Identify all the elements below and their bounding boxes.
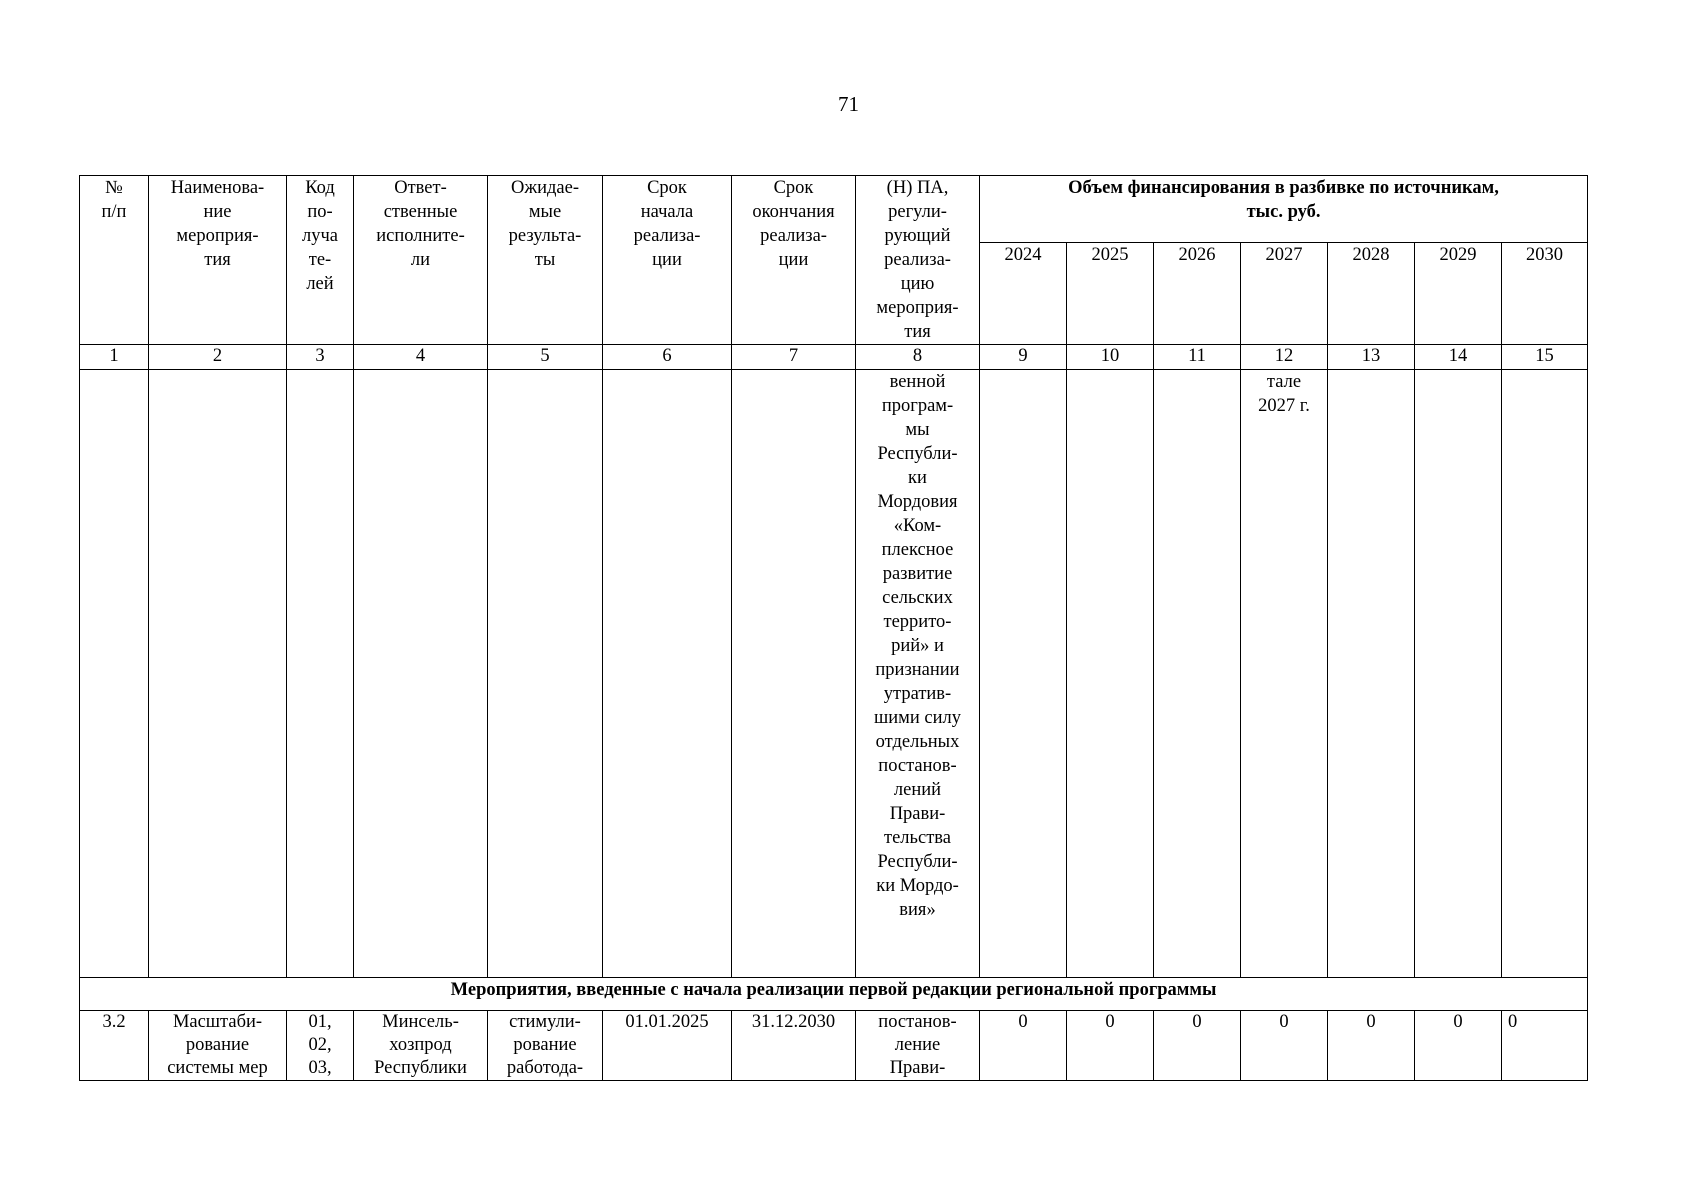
table-cell (354, 370, 488, 978)
table-cell (1067, 370, 1154, 978)
column-number: 7 (732, 345, 856, 370)
year-2027-continuation: тале 2027 г. (1241, 370, 1328, 978)
responsible-executors: Минсель- хозпрод Республики (354, 1011, 488, 1081)
column-number: 11 (1154, 345, 1241, 370)
column-number: 15 (1502, 345, 1588, 370)
table-cell (732, 370, 856, 978)
header-year: 2030 (1502, 242, 1588, 344)
header-codes: Код по- луча те- лей (287, 176, 354, 345)
header-number: № п/п (80, 176, 149, 345)
table-cell (149, 370, 287, 978)
column-number: 5 (488, 345, 603, 370)
section-row (80, 978, 1588, 1011)
column-number: 1 (80, 345, 149, 370)
header-year: 2025 (1067, 242, 1154, 344)
header-year: 2026 (1154, 242, 1241, 344)
table-cell (980, 370, 1067, 978)
table-cell (287, 370, 354, 978)
legal-act: постанов- ление Прави- (856, 1011, 980, 1081)
end-date: 31.12.2030 (732, 1011, 856, 1081)
column-number: 14 (1415, 345, 1502, 370)
table-cell (80, 370, 149, 978)
financing-value: 0 (1241, 1011, 1328, 1081)
column-number: 3 (287, 345, 354, 370)
header-legal-act: (Н) ПА, регули- рующий реализа- цию мероприя- тия (856, 176, 980, 345)
header-results: Ожидае- мые результа- ты (488, 176, 603, 345)
table-cell (1415, 370, 1502, 978)
column-number: 10 (1067, 345, 1154, 370)
column-number: 13 (1328, 345, 1415, 370)
page-number: 71 (838, 92, 859, 116)
table-row (80, 1011, 1588, 1081)
table-cell (1154, 370, 1241, 978)
financing-value: 0 (1154, 1011, 1241, 1081)
header-year: 2024 (980, 242, 1067, 344)
column-number: 2 (149, 345, 287, 370)
recipient-codes: 01, 02, 03, (287, 1011, 354, 1081)
table-cell (488, 370, 603, 978)
row-number: 3.2 (80, 1011, 149, 1081)
header-year: 2027 (1241, 242, 1328, 344)
financing-value: 0 (1502, 1011, 1588, 1081)
column-number: 4 (354, 345, 488, 370)
event-name: Масштаби- рование системы мер (149, 1011, 287, 1081)
header-end: Срок окончания реализа- ции (732, 176, 856, 345)
header-year: 2029 (1415, 242, 1502, 344)
header-financing: Объем финансирования в разбивке по источникам, тыс. руб. (980, 176, 1588, 243)
header-year: 2028 (1328, 242, 1415, 344)
column-number: 6 (603, 345, 732, 370)
table-cell (1328, 370, 1415, 978)
section-title: Мероприятия, введенные с начала реализации первой редакции региональной программы (80, 978, 1588, 1011)
financing-value: 0 (1415, 1011, 1502, 1081)
header-row (80, 176, 1588, 243)
header-executors: Ответ- ственные исполните- ли (354, 176, 488, 345)
table-cell (1502, 370, 1588, 978)
program-table (79, 175, 1588, 1081)
financing-value: 0 (980, 1011, 1067, 1081)
expected-results: стимули- рование работода- (488, 1011, 603, 1081)
column-number: 9 (980, 345, 1067, 370)
column-number: 12 (1241, 345, 1328, 370)
header-start: Срок начала реализа- ции (603, 176, 732, 345)
column-number: 8 (856, 345, 980, 370)
start-date: 01.01.2025 (603, 1011, 732, 1081)
financing-value: 0 (1328, 1011, 1415, 1081)
table-cell (603, 370, 732, 978)
column-number-row (80, 345, 1588, 370)
legal-act-continuation: венной програм- мы Республи- ки Мордовия «Ком- плексное развитие сельских террито- рий» и признании утратив- шими силу отдельных постанов- лений Прави- тельства Республи- ки Мордо- вия» (856, 370, 980, 978)
header-name: Наименова- ние мероприя- тия (149, 176, 287, 345)
continuation-row (80, 370, 1588, 978)
financing-value: 0 (1067, 1011, 1154, 1081)
